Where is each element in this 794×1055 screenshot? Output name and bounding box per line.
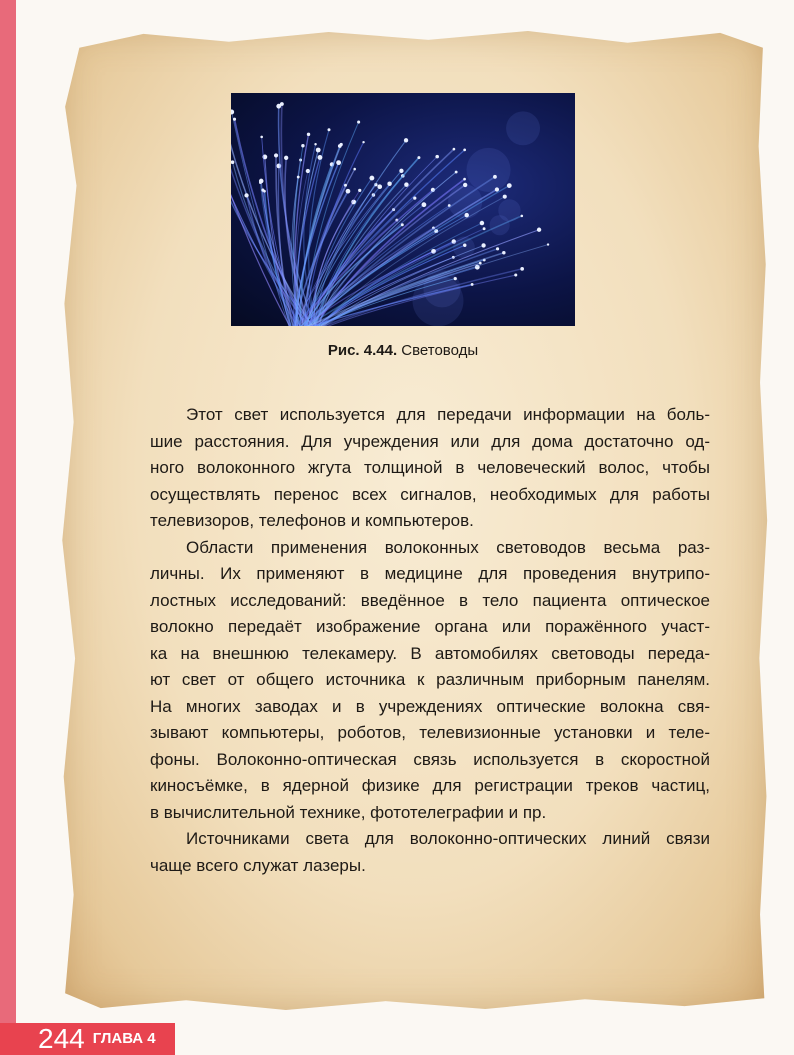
fiber-tip-light xyxy=(344,184,347,187)
text-line: осуществлять перенос всех сигналов, необходимых для работы xyxy=(150,484,710,504)
fiber-tip-light xyxy=(481,243,485,247)
fiber-tip-light xyxy=(422,202,427,207)
fiber-tip-light xyxy=(455,171,458,174)
fiber-tip-light xyxy=(480,221,485,226)
figure-caption xyxy=(231,342,575,359)
text-line: Этот свет используется для передачи информации на боль- xyxy=(186,405,710,424)
fiber-tip-light xyxy=(353,168,356,171)
text-line: в вычислительной технике, фототелеграфии и пр. xyxy=(150,802,547,822)
fiber-tip-light xyxy=(463,244,466,247)
fiber-tip-light xyxy=(307,133,310,136)
fiber-tip-light xyxy=(387,182,391,186)
fiber-tip-light xyxy=(357,121,360,124)
fiber-tip-light xyxy=(259,181,262,184)
fiber-tip-light xyxy=(514,274,517,277)
text-line: ют свет от общего источника к различным приборным панелям. xyxy=(150,670,710,689)
figure-label: Рис. 4.44. xyxy=(327,342,398,359)
fiber-tip-light xyxy=(362,141,364,143)
fiber-tip-light xyxy=(316,148,321,153)
text-line: личны. Их применяют в медицине для проведения внутрипо- xyxy=(150,564,710,583)
fiber-tip-light xyxy=(231,109,234,114)
figure-title: Световоды xyxy=(401,342,479,359)
fiber-tip-light xyxy=(463,178,466,181)
fiber-tip-light xyxy=(399,169,403,173)
fiber-tip-light xyxy=(479,262,482,265)
fiber-tip-light xyxy=(260,136,263,139)
text-line: Источниками света для волоконно-оптических линий связи xyxy=(186,829,710,848)
text-line: лостных исследований: введённое в тело пациента оптическое xyxy=(150,590,710,610)
fiber-tip-light xyxy=(483,227,486,230)
fiber-tip-light xyxy=(537,228,541,232)
fiber-tip-light xyxy=(274,153,278,157)
text-line: чаще всего служат лазеры. xyxy=(150,855,366,875)
text-line: ка на внешнюю телекамеру. В автомобилях световоды переда- xyxy=(150,643,710,663)
paragraph-2 xyxy=(150,535,710,827)
fiber-tip-light xyxy=(502,251,505,254)
body-text xyxy=(150,402,710,879)
fiber-tip-light xyxy=(327,128,330,131)
text-line: телевизоров, телефонов и компьютеров. xyxy=(150,511,474,530)
page-number: 244 xyxy=(38,1023,85,1054)
fiber-tip-light xyxy=(369,176,374,181)
page-edge-strip xyxy=(0,0,16,1055)
fiber-tip-light xyxy=(284,156,288,160)
paragraph-1 xyxy=(150,402,710,535)
fiber-tip-light xyxy=(496,247,499,250)
fiber-tip-light xyxy=(520,267,524,271)
fiber-tip-light xyxy=(471,283,474,286)
fiber-tip-light xyxy=(358,189,361,192)
chapter-label: ГЛАВА 4 xyxy=(92,1030,156,1047)
text-line: ного волоконного жгута толщиной в человеческий волос, чтобы xyxy=(150,458,710,477)
fiber-tip-light xyxy=(231,160,234,164)
text-line: шие расстояния. Для учреждения или для дома достаточно од- xyxy=(150,431,710,451)
text-line: зывают компьютеры, роботов, телевизионные установки и теле- xyxy=(150,723,710,742)
paragraph-3 xyxy=(150,826,710,879)
fiber-tip-light xyxy=(521,215,524,218)
fiber-tip-light xyxy=(244,193,248,197)
fiber-tip-light xyxy=(314,143,316,145)
bokeh-light xyxy=(506,111,540,145)
text-line: фоны. Волоконно-оптическая связь используется в скоростной xyxy=(150,749,710,769)
fiber-tip-light xyxy=(417,156,420,159)
fiber-tip-light xyxy=(493,175,497,179)
text-line: На многих заводах и в учреждениях оптические волокна свя- xyxy=(150,696,710,716)
fiber-tip-light xyxy=(280,102,284,106)
fiber-tip-light xyxy=(463,183,467,187)
page-footer xyxy=(0,1023,175,1055)
text-line: волокно передаёт изображение органа или поражённого участ- xyxy=(150,617,710,636)
fiber-tip-light xyxy=(336,160,341,165)
fiber-tip-light xyxy=(404,138,408,142)
fiber-tip-light xyxy=(453,148,456,151)
fiber-tip-light xyxy=(413,197,416,200)
fiber-tip-light xyxy=(338,144,342,148)
fiber-tip-light xyxy=(233,118,236,121)
fiber-tip-light xyxy=(503,195,507,199)
fiber-optics-illustration xyxy=(231,93,575,326)
fiber-tip-light xyxy=(454,277,457,280)
fiber-tip-light xyxy=(301,144,304,147)
text-line: Области применения волоконных световодов весьма раз- xyxy=(186,537,710,557)
fiber-tip-light xyxy=(495,187,499,191)
fiber-tip-light xyxy=(317,155,322,160)
fiber-strand xyxy=(298,216,522,326)
bokeh-light xyxy=(466,148,510,192)
fiber-tip-light xyxy=(547,243,549,245)
text-line: киносъёмке, в ядерной физике для регистрации треков частиц, xyxy=(150,776,710,795)
fiber-tip-light xyxy=(401,223,404,226)
fiber-tip-light xyxy=(346,189,351,194)
fiber-tip-light xyxy=(435,155,439,159)
fiber-tip-light xyxy=(463,149,466,152)
fiber-optics-photo xyxy=(231,93,575,326)
fiber-tip-light xyxy=(297,176,300,179)
fiber-tip-light xyxy=(507,183,512,188)
fiber-tip-light xyxy=(377,184,382,189)
